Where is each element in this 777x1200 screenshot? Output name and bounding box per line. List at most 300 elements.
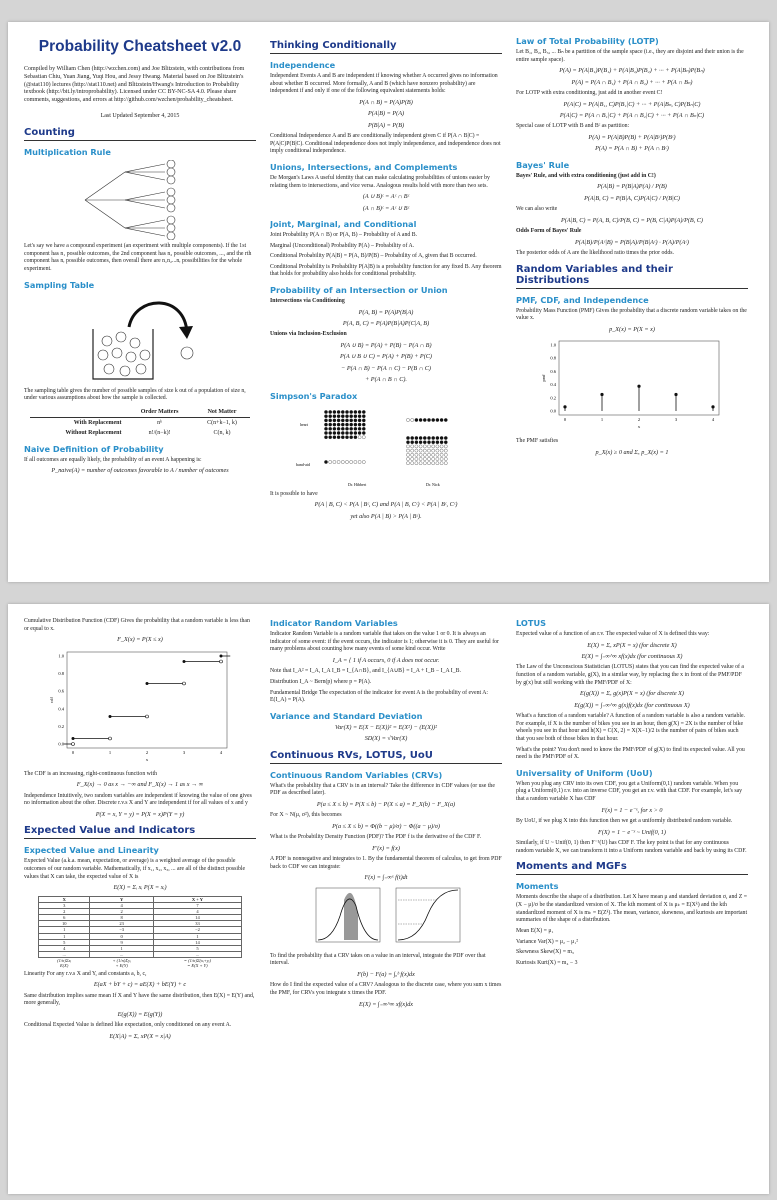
table-cell: 4 bbox=[38, 945, 90, 951]
simpson-dot bbox=[358, 418, 361, 421]
cdf-note: The CDF is an increasing, right-continuous function with bbox=[24, 770, 157, 777]
marginal-probability-text: Marginal (Unconditional) Probability P(A) – Probability of A. bbox=[270, 242, 415, 249]
simpson-dot bbox=[440, 418, 443, 421]
simpson-dot bbox=[324, 435, 327, 438]
cdf-closed-point bbox=[146, 682, 149, 685]
cdf-open-point bbox=[220, 660, 223, 663]
simpson-dot bbox=[329, 414, 332, 417]
simpson-dot bbox=[337, 410, 340, 413]
simpson-dot bbox=[419, 418, 422, 421]
simpson-dot bbox=[354, 431, 357, 434]
simpson-dot bbox=[423, 418, 426, 421]
simpson-dot bbox=[329, 410, 332, 413]
simpson-dot bbox=[444, 461, 447, 464]
subsection-simpsons-paradox: Simpson's Paradox bbox=[270, 390, 358, 401]
simpson-dot bbox=[432, 449, 435, 452]
simpson-dot bbox=[329, 460, 332, 463]
table-row bbox=[30, 428, 250, 438]
simpson-dot bbox=[415, 440, 418, 443]
cdf-open-point bbox=[183, 682, 186, 685]
simpson-dot bbox=[423, 453, 426, 456]
table-cell: C(n+k−1, k) bbox=[207, 419, 237, 426]
simpson-dot bbox=[362, 435, 365, 438]
indicator-text: Indicator Random Variable is a random variable that takes on the value 1 or 0. It is always an indicator of some event: if the event occurs, the indicator is 1; otherwise it is 0. They are useful for many problems about counting how many events of some kind occur. Write bbox=[270, 631, 499, 653]
column-1 bbox=[24, 34, 256, 576]
simpson-dot bbox=[419, 457, 422, 460]
simpson-dot bbox=[406, 449, 409, 452]
simpson-dot bbox=[427, 440, 430, 443]
simpson-dot bbox=[329, 418, 332, 421]
equation: p_X(x) ≥ 0 and Σₓ p_X(x) = 1 bbox=[595, 449, 669, 456]
simpson-dot bbox=[337, 423, 340, 426]
simpson-dot bbox=[329, 435, 332, 438]
equation: F′(x) = f(x) bbox=[372, 844, 400, 852]
simpson-dot bbox=[358, 460, 361, 463]
equation: P(A) = P(A ∩ B₁) + P(A ∩ B₂) + ··· + P(A ∩ Bₙ) bbox=[571, 78, 693, 86]
simpson-dot bbox=[354, 418, 357, 421]
subsection-joint-marginal: Joint, Marginal, and Conditional bbox=[270, 218, 417, 229]
simpson-dot bbox=[350, 410, 353, 413]
equation: P(A|B) = P(A) bbox=[367, 110, 405, 118]
subsection-indicator-rv: Indicator Random Variables bbox=[270, 618, 398, 628]
equation: E(X) = ∫₋∞^∞ xf(x)dx (for continuous X) bbox=[581, 653, 683, 660]
simpson-dot bbox=[345, 460, 348, 463]
simpson-dot bbox=[354, 423, 357, 426]
subsection-uou: Universality of Uniform (UoU) bbox=[516, 767, 653, 778]
simpson-dot bbox=[337, 414, 340, 417]
equation: F(x) = 1 − e⁻ˣ, for x > 0 bbox=[601, 806, 663, 814]
equation: (A ∩ B)ᶜ = Aᶜ ∪ Bᶜ bbox=[362, 204, 410, 212]
cdf-open-point bbox=[146, 715, 149, 718]
table-cell: 10 bbox=[38, 921, 90, 927]
section-continuous-rvs: Continuous RVs, LOTUS, UoU bbox=[270, 750, 502, 764]
simpson-dot bbox=[333, 435, 336, 438]
simpson-dot bbox=[415, 444, 418, 447]
table-cell: 1 bbox=[38, 927, 90, 933]
simpson-dot bbox=[324, 460, 327, 463]
x-axis-label: x bbox=[145, 756, 149, 762]
odds-label: Odds Form of Bayes' Rule bbox=[516, 228, 582, 235]
pdf-question: What is the Probability Density Function (PDF)? The PDF f is the derivative of the CDF F. bbox=[270, 834, 482, 841]
table-cell: 6 bbox=[38, 915, 90, 921]
simpson-dot bbox=[411, 418, 414, 421]
simpson-dot bbox=[436, 440, 439, 443]
linearity-table bbox=[38, 896, 242, 969]
section-random-variables: Random Variables and their Distributions bbox=[516, 264, 748, 289]
indicator-distribution: Distribution I_A ~ Bern(p) where p = P(A). bbox=[270, 678, 372, 685]
subsection-lotus: LOTUS bbox=[516, 618, 547, 628]
simpson-dot bbox=[406, 453, 409, 456]
equation: E(aX + bY + c) = aE(X) + bE(Y) + c bbox=[93, 981, 187, 989]
simpson-dot bbox=[333, 423, 336, 426]
equation: E(X) = ∫₋∞^∞ xf(x)dx bbox=[358, 1000, 414, 1008]
table-cell: 2 bbox=[90, 908, 153, 914]
simpson-dot bbox=[419, 449, 422, 452]
equation: F(X) = 1 − e⁻ˣ ~ Unif(0, 1) bbox=[598, 828, 666, 836]
y-tick-label: 1.0 bbox=[58, 653, 64, 659]
column-2 bbox=[270, 34, 502, 576]
equation: yet also P(A | B) > P(A | Bᶜ). bbox=[350, 512, 422, 520]
pmf-chart bbox=[537, 337, 727, 435]
simpson-dot bbox=[432, 440, 435, 443]
multiplication-rule-text: Let's say we have a compound experiment (an experiment with multiple components). If the 1st component has n₁ possible outcomes, the 2nd component has n₂ possible outcomes, ..., and the rth component has nᵣ possible outcomes, then overall there are n₁n₂...nᵣ possibilities for the whole experiment. bbox=[24, 242, 252, 272]
simpson-dot bbox=[436, 453, 439, 456]
table-header bbox=[30, 407, 126, 418]
equation: p_X(x) = P(X = x) bbox=[609, 326, 655, 333]
y-tick-label: 0.8 bbox=[550, 356, 556, 362]
simpson-dot bbox=[444, 453, 447, 456]
equation: P(A ∩ B) = P(A)P(B) bbox=[359, 98, 413, 106]
subsection-independence: Independence bbox=[270, 60, 336, 70]
table-cell: (1/n)Σxᵢ bbox=[57, 958, 72, 964]
expected-value-text: Expected Value (a.k.a. mean, expectation, or average) is a weighted average of the possible outcomes of our random variable. Mathematically, if x₁, x₂, x₃, ... are all of the distinct possible values that X can take, the expected value of X is bbox=[24, 858, 246, 880]
simpson-text: It is possible to have bbox=[270, 490, 318, 497]
x-tick-label: 1 bbox=[600, 417, 604, 423]
urn-diagram bbox=[75, 293, 205, 385]
equation: P(A|C) = P(A ∩ B₁|C) + P(A ∩ B₂|C) + ··· + P(A ∩ Bₙ|C) bbox=[559, 112, 705, 119]
moment-mean: Mean E(X) = μ₁ bbox=[516, 927, 554, 934]
table-cell: 8 bbox=[90, 915, 153, 921]
equation: P(A|B, C) = P(A, B, C)/P(B, C) = P(B, C|A)P(A)/P(B, C) bbox=[561, 216, 703, 224]
equation: F(x) = ∫₋∞ˣ f(t)dt bbox=[364, 874, 408, 882]
credits: Compiled by William Chen (http://wzchen.com) and Joe Blitzstein, with contributions from Sebastian Chiu, Yuan Jiang, Yuqi Hou, and Jessy Hwang. Material based on Joe Blitzstein's (@stat110) lectures (http://stat110.net) and Blitzstein/Hwang's Introduction to Probability textbook (http://bit.ly/introprobability). Licensed under CC BY-NC-SA 4.0. Please share comments, suggestions, and errors at http://github.com/wzchen/probability_cheatsheet. bbox=[24, 66, 245, 104]
simpson-dot bbox=[350, 427, 353, 430]
equation: F_X(x) → 0 as x → −∞ and F_X(x) → 1 as x → ∞ bbox=[76, 781, 204, 789]
cdf-open-point bbox=[72, 742, 75, 745]
simpson-dot bbox=[440, 444, 443, 447]
table-cell: 5 bbox=[153, 945, 241, 951]
x-tick-label: 4 bbox=[219, 749, 223, 755]
table-cell: 3 bbox=[38, 902, 90, 908]
simpson-dot bbox=[324, 414, 327, 417]
x-tick-label: 0 bbox=[563, 417, 567, 423]
cdf-closed-point bbox=[72, 737, 75, 740]
x-tick-label: 2 bbox=[637, 417, 641, 423]
simpson-dot bbox=[362, 431, 365, 434]
table-cell: + (1/n)Σyᵢ bbox=[112, 958, 131, 964]
simpson-dot bbox=[362, 410, 365, 413]
table-cell: 14 bbox=[153, 915, 241, 921]
x-tick-label: 0 bbox=[71, 749, 75, 755]
simpson-dot bbox=[362, 418, 365, 421]
simpson-label-band-aid: band-aid bbox=[296, 461, 310, 467]
equation: + P(A ∩ B ∩ C). bbox=[365, 376, 407, 384]
simpson-dot bbox=[406, 418, 409, 421]
simpson-dot bbox=[350, 431, 353, 434]
simpson-dot bbox=[358, 410, 361, 413]
simpson-dot bbox=[411, 436, 414, 439]
simpson-dot bbox=[406, 457, 409, 460]
simpson-dot bbox=[333, 431, 336, 434]
table-cell: 14 bbox=[153, 939, 241, 945]
cdf-closed-point bbox=[220, 654, 223, 657]
plot-frame bbox=[67, 652, 227, 748]
cdf-closed-point bbox=[183, 660, 186, 663]
tree-diagram bbox=[65, 160, 215, 240]
subsection-lotp: Law of Total Probability (LOTP) bbox=[516, 36, 659, 46]
same-distribution-text: Same distribution implies same mean If X and Y have the same distribution, then E(X) = E(Y) and, more generally, bbox=[24, 992, 255, 1007]
table-header: X + Y bbox=[153, 896, 241, 902]
simpson-dot bbox=[415, 453, 418, 456]
table-cell: 0 bbox=[90, 933, 153, 939]
equation: E(g(X)) = ∫₋∞^∞ g(x)f(x)dx (for continuous X) bbox=[574, 701, 690, 709]
simpson-label-dr-hibbert: Dr. Hibbert bbox=[348, 481, 367, 487]
naive-formula: P_naive(A) = number of outcomes favorable to A / number of outcomes bbox=[51, 467, 229, 475]
simpson-dot bbox=[329, 427, 332, 430]
simpson-dot bbox=[411, 440, 414, 443]
simpson-dot bbox=[345, 414, 348, 417]
column-1 bbox=[24, 616, 256, 1188]
table-cell: E(X) bbox=[59, 963, 69, 969]
y-tick-label: 0.6 bbox=[550, 369, 556, 375]
moment-kurtosis: Kurtosis Kurt(X) = m₄ − 3 bbox=[516, 959, 578, 966]
table-row bbox=[30, 417, 250, 428]
column-3 bbox=[516, 34, 748, 576]
simpson-dot bbox=[324, 427, 327, 430]
simpson-dot bbox=[333, 410, 336, 413]
y-tick-label: 0.2 bbox=[58, 723, 64, 729]
y-tick-label: 0.4 bbox=[58, 705, 64, 711]
simpson-dot bbox=[324, 418, 327, 421]
subsection-expected-value-linearity: Expected Value and Linearity bbox=[24, 845, 159, 856]
sampling-table bbox=[30, 407, 250, 438]
column-2 bbox=[270, 616, 502, 1188]
lotp-special-text: Special case of LOTP with B and Bᶜ as partition: bbox=[516, 123, 630, 130]
simpson-dot bbox=[440, 461, 443, 464]
subsection-sampling-table: Sampling Table bbox=[24, 279, 95, 290]
page-title: Probability Cheatsheet v2.0 bbox=[38, 38, 242, 55]
simpson-dot bbox=[432, 436, 435, 439]
cdf-text: Cumulative Distribution Function (CDF) Gives the probability that a random variable is less than or equal to x. bbox=[24, 618, 250, 632]
table-cell: 1 bbox=[90, 945, 153, 951]
simpson-dot bbox=[345, 418, 348, 421]
simpson-label-dr-nick: Dr. Nick bbox=[426, 481, 440, 487]
subsection-unions: Unions, Intersections, and Complements bbox=[270, 161, 458, 172]
equation: P(A) = P(A ∩ B) + P(A ∩ Bᶜ) bbox=[595, 145, 669, 153]
last-updated: Last Updated September 4, 2015 bbox=[100, 112, 180, 119]
y-axis-label: pmf bbox=[541, 374, 546, 382]
simpson-dot bbox=[358, 427, 361, 430]
lotp-extra-text: For LOTP with extra conditioning, just add in another event C! bbox=[516, 90, 663, 96]
table-cell: = E(X + Y) bbox=[187, 963, 208, 969]
simpson-dot bbox=[354, 414, 357, 417]
independence-text: Independent Events A and B are independent if knowing whether A occurred gives no information about whether B occurred. More formally, A and B (which have nonzero probability) are independent if and only if one of the following equivalent statements holds: bbox=[270, 73, 498, 95]
table-expectation-row bbox=[38, 963, 241, 968]
simpson-dot bbox=[406, 444, 409, 447]
x-tick-label: 1 bbox=[108, 749, 112, 755]
table-cell: ... bbox=[38, 952, 90, 958]
simpson-dot bbox=[444, 444, 447, 447]
conditional-probability-text: Conditional Probability P(A|B) = P(A, B)/P(B) – Probability of A, given that B occurred. bbox=[270, 253, 477, 260]
table-cell: 33 bbox=[153, 921, 241, 927]
equation: P(A) = P(A|B₁)P(B₁) + P(A|B₂)P(B₂) + ··· + P(A|Bₙ)P(Bₙ) bbox=[559, 67, 705, 75]
simpson-dot bbox=[350, 423, 353, 426]
table-cell: n!/(n−k)! bbox=[148, 429, 171, 436]
simpson-dot bbox=[415, 449, 418, 452]
simpson-dot bbox=[341, 435, 344, 438]
indicator-note: Note that I_A² = I_A, I_A I_B = I_{A∩B}, and I_{A∪B} = I_A + I_B − I_A I_B. bbox=[270, 668, 461, 675]
simpson-dot bbox=[419, 453, 422, 456]
simpson-dot bbox=[333, 414, 336, 417]
equation: P(A|C) = P(A|B₁, C)P(B₁|C) + ··· + P(A|Bₙ, C)P(Bₙ|C) bbox=[563, 100, 701, 108]
y-tick-label: 0.8 bbox=[58, 670, 64, 676]
simpson-dot bbox=[436, 461, 439, 464]
simpson-dot bbox=[341, 431, 344, 434]
crv-expected-value-text: How do I find the expected value of a CRV? Analogous to the discrete case, where you sum x times the PMF, for CRVs you integrate x times the PDF. bbox=[270, 982, 502, 997]
equation: (A ∪ B)ᶜ = Aᶜ ∩ Bᶜ bbox=[362, 193, 410, 201]
simpson-dot bbox=[444, 440, 447, 443]
simpson-dot bbox=[432, 453, 435, 456]
simpson-dot bbox=[337, 418, 340, 421]
simpson-dot bbox=[419, 440, 422, 443]
simpson-dot bbox=[362, 423, 365, 426]
simpson-dot bbox=[415, 461, 418, 464]
simpson-dot bbox=[337, 435, 340, 438]
simpson-dot bbox=[419, 436, 422, 439]
simpson-dot bbox=[337, 431, 340, 434]
simpson-dot bbox=[341, 414, 344, 417]
x-tick-label: 3 bbox=[674, 417, 678, 423]
bayes-also-text: We can also write bbox=[516, 206, 558, 213]
simpson-dot bbox=[354, 427, 357, 430]
moment-skewness: Skewness Skew(X) = m₃ bbox=[516, 949, 574, 956]
simpson-dot bbox=[345, 423, 348, 426]
table-cell: −2 bbox=[153, 927, 241, 933]
crv-interval-text: What's the probability that a CRV is in an interval? Take the difference in CDF values (or use the PDF as described later). bbox=[270, 782, 495, 797]
simpson-dot bbox=[341, 423, 344, 426]
simpson-dot bbox=[411, 461, 414, 464]
simpson-dot bbox=[333, 460, 336, 463]
subsection-multiplication-rule: Multiplication Rule bbox=[24, 146, 111, 157]
table-cell: 4 bbox=[90, 902, 153, 908]
table-cell: + E(Y) bbox=[115, 963, 128, 969]
x-tick-label: 3 bbox=[182, 749, 186, 755]
equation: E(X) = Σᵢ xᵢ P(X = xᵢ) bbox=[113, 884, 167, 892]
simpson-dot bbox=[350, 414, 353, 417]
equation: P(A ∪ B ∪ C) = P(A) + P(B) + P(C) bbox=[340, 353, 432, 361]
table-cell: 5 bbox=[38, 939, 90, 945]
simpson-dot bbox=[427, 418, 430, 421]
simpson-dot bbox=[419, 444, 422, 447]
simpson-dot bbox=[362, 427, 365, 430]
equation: P(A ∪ B) = P(A) + P(B) − P(A ∩ B) bbox=[340, 342, 432, 350]
simpson-dot bbox=[354, 410, 357, 413]
simpson-dot bbox=[341, 418, 344, 421]
subsection-naive-definition: Naive Definition of Probability bbox=[24, 443, 164, 454]
pdf-cdf-figure bbox=[296, 886, 476, 950]
lotp-text: Let B₁, B₂, B₃, ... Bₙ be a partition of the sample space (i.e., they are disjoint and their union is the entire sample space). bbox=[516, 49, 744, 63]
simpson-dot bbox=[329, 431, 332, 434]
simpson-dot bbox=[440, 449, 443, 452]
simpson-dot bbox=[432, 444, 435, 447]
union-label: Unions via Inclusion-Exclusion bbox=[270, 331, 347, 338]
cheatsheet-page-2 bbox=[8, 604, 769, 1194]
simpson-dot bbox=[444, 436, 447, 439]
cdf-open-point bbox=[109, 737, 112, 740]
column-3 bbox=[516, 616, 748, 1188]
joint-probability-text: Joint Probability P(A ∩ B) or P(A, B) – Probability of A and B. bbox=[270, 231, 418, 238]
table-cell: Without Replacement bbox=[65, 429, 122, 436]
pmf-text: Probability Mass Function (PMF) Gives the probability that a discrete random variable takes on the value x. bbox=[516, 307, 747, 322]
equation: F_X(x) = P(X ≤ x) bbox=[117, 636, 163, 644]
equation: F(b) − F(a) = ∫ₐᵇ f(x)dx bbox=[357, 971, 415, 979]
table-header: Order Matters bbox=[125, 407, 193, 418]
table-cell: 9 bbox=[90, 939, 153, 945]
simpson-dot bbox=[436, 449, 439, 452]
simpson-dot bbox=[350, 435, 353, 438]
conditional-is-probability-text: Conditional Probability is Probability P(A|B) is a probability function for any fixed B. Any theorem that holds for probability also holds for conditional probability. bbox=[270, 263, 502, 278]
subsection-variance: Variance and Standard Deviation bbox=[270, 710, 423, 721]
table-cell: 1 bbox=[38, 933, 90, 939]
pdf-text: A PDF is nonnegative and integrates to 1. By the fundamental theorem of calculus, to get from PDF back to CDF we can integrate: bbox=[270, 856, 502, 870]
naive-definition-text: If all outcomes are equally likely, the probability of an event A happening is: bbox=[24, 456, 202, 463]
table-cell: 23 bbox=[90, 921, 153, 927]
simpson-dot bbox=[436, 436, 439, 439]
simpson-dot bbox=[415, 457, 418, 460]
pmf-point bbox=[600, 393, 603, 396]
equation: P(A|B)/P(Aᶜ|B) = P(B|A)/P(B|Aᶜ) · P(A)/P(Aᶜ) bbox=[575, 238, 689, 246]
simpson-dot bbox=[432, 461, 435, 464]
pmf-note: The PMF satisfies bbox=[516, 438, 559, 445]
simpson-dot bbox=[432, 418, 435, 421]
simpson-dot bbox=[444, 449, 447, 452]
table-header: Not Matter bbox=[194, 407, 250, 418]
bayes-text: Bayes' Rule, and with extra conditioning (just add in C!) bbox=[516, 172, 656, 179]
subsection-moments: Moments bbox=[516, 881, 559, 892]
simpson-dot bbox=[350, 460, 353, 463]
simpson-dot bbox=[427, 453, 430, 456]
table-cell: ... bbox=[90, 952, 153, 958]
equation: SD(X) = √Var(X) bbox=[364, 735, 408, 743]
simpson-dot bbox=[436, 457, 439, 460]
conditional-independence-text: Conditional Independence A and B are conditionally independent given C if P(A ∩ B|C) = P(A|C)P(B|C). Conditional independence does not imply independence, and independence does not imply conditional independence. bbox=[270, 133, 501, 155]
sampling-table-text: The sampling table gives the number of possible samples of size k out of a population of size n, under various assumptions about how the sample is collected. bbox=[24, 387, 246, 402]
simpson-dot bbox=[440, 453, 443, 456]
simpson-dot bbox=[423, 461, 426, 464]
cdf-closed-point bbox=[109, 715, 112, 718]
y-tick-label: 0.0 bbox=[550, 408, 556, 414]
lotus-function-text: What's a function of a random variable? A function of a random variable is also a random variable. For example, if X is the number of bikes you see in an hour, then g(X) = 2X is the number of bike wheels you see in that hour and h(X) = C(X, 2) = X(X−1)/2 is the number of pairs of bikes such that you see both of those bikes in that hour. bbox=[516, 713, 745, 742]
simpson-dot bbox=[427, 436, 430, 439]
simpson-dot bbox=[423, 457, 426, 460]
equation: − P(A ∩ B) − P(A ∩ C) − P(B ∩ C) bbox=[341, 364, 431, 372]
uou-text-3: Similarly, if U ~ Unif(0, 1) then F⁻¹(U) has CDF F. The key point is that for any continuous random variable X, we can transform it into a Uniform random variable and back by using its CDF. bbox=[516, 840, 747, 854]
simpson-dot bbox=[444, 457, 447, 460]
simpson-dot bbox=[440, 457, 443, 460]
x-tick-label: 2 bbox=[145, 749, 149, 755]
simpson-dot bbox=[427, 444, 430, 447]
equation: P(a ≤ X ≤ b) = Φ((b − μ)/σ) − Φ((a − μ)/σ) bbox=[332, 822, 440, 830]
simpson-dot bbox=[436, 444, 439, 447]
equation: P(X = x, Y = y) = P(X = x)P(Y = y) bbox=[95, 810, 185, 818]
table-cell: 1 bbox=[153, 933, 241, 939]
equation: E(g(X)) = E(g(Y)) bbox=[117, 1010, 163, 1018]
simpson-dot bbox=[337, 460, 340, 463]
simpson-dot bbox=[358, 414, 361, 417]
simpson-dot bbox=[324, 410, 327, 413]
table-cell: C(n, k) bbox=[213, 429, 231, 436]
simpson-dot bbox=[440, 440, 443, 443]
simpson-dot bbox=[362, 460, 365, 463]
simpson-dot bbox=[345, 427, 348, 430]
simpson-dot bbox=[329, 423, 332, 426]
simpson-dot bbox=[415, 436, 418, 439]
y-tick-label: 0.0 bbox=[58, 741, 64, 747]
conditional-expectation-text: Conditional Expected Value is defined like expectation, only conditioned on any event A. bbox=[24, 1022, 232, 1029]
equation: P(A | B, C) < P(A | Bᶜ, C) and P(A | B, Cᶜ) < P(A | Bᶜ, Cᶜ) bbox=[314, 501, 458, 509]
equation: I_A = { 1 if A occurs, 0 if A does not occur. bbox=[332, 656, 440, 664]
fundamental-bridge-text: Fundamental Bridge The expectation of the indicator for event A is the probability of event A: E(I_A) = P(A). bbox=[270, 689, 489, 704]
